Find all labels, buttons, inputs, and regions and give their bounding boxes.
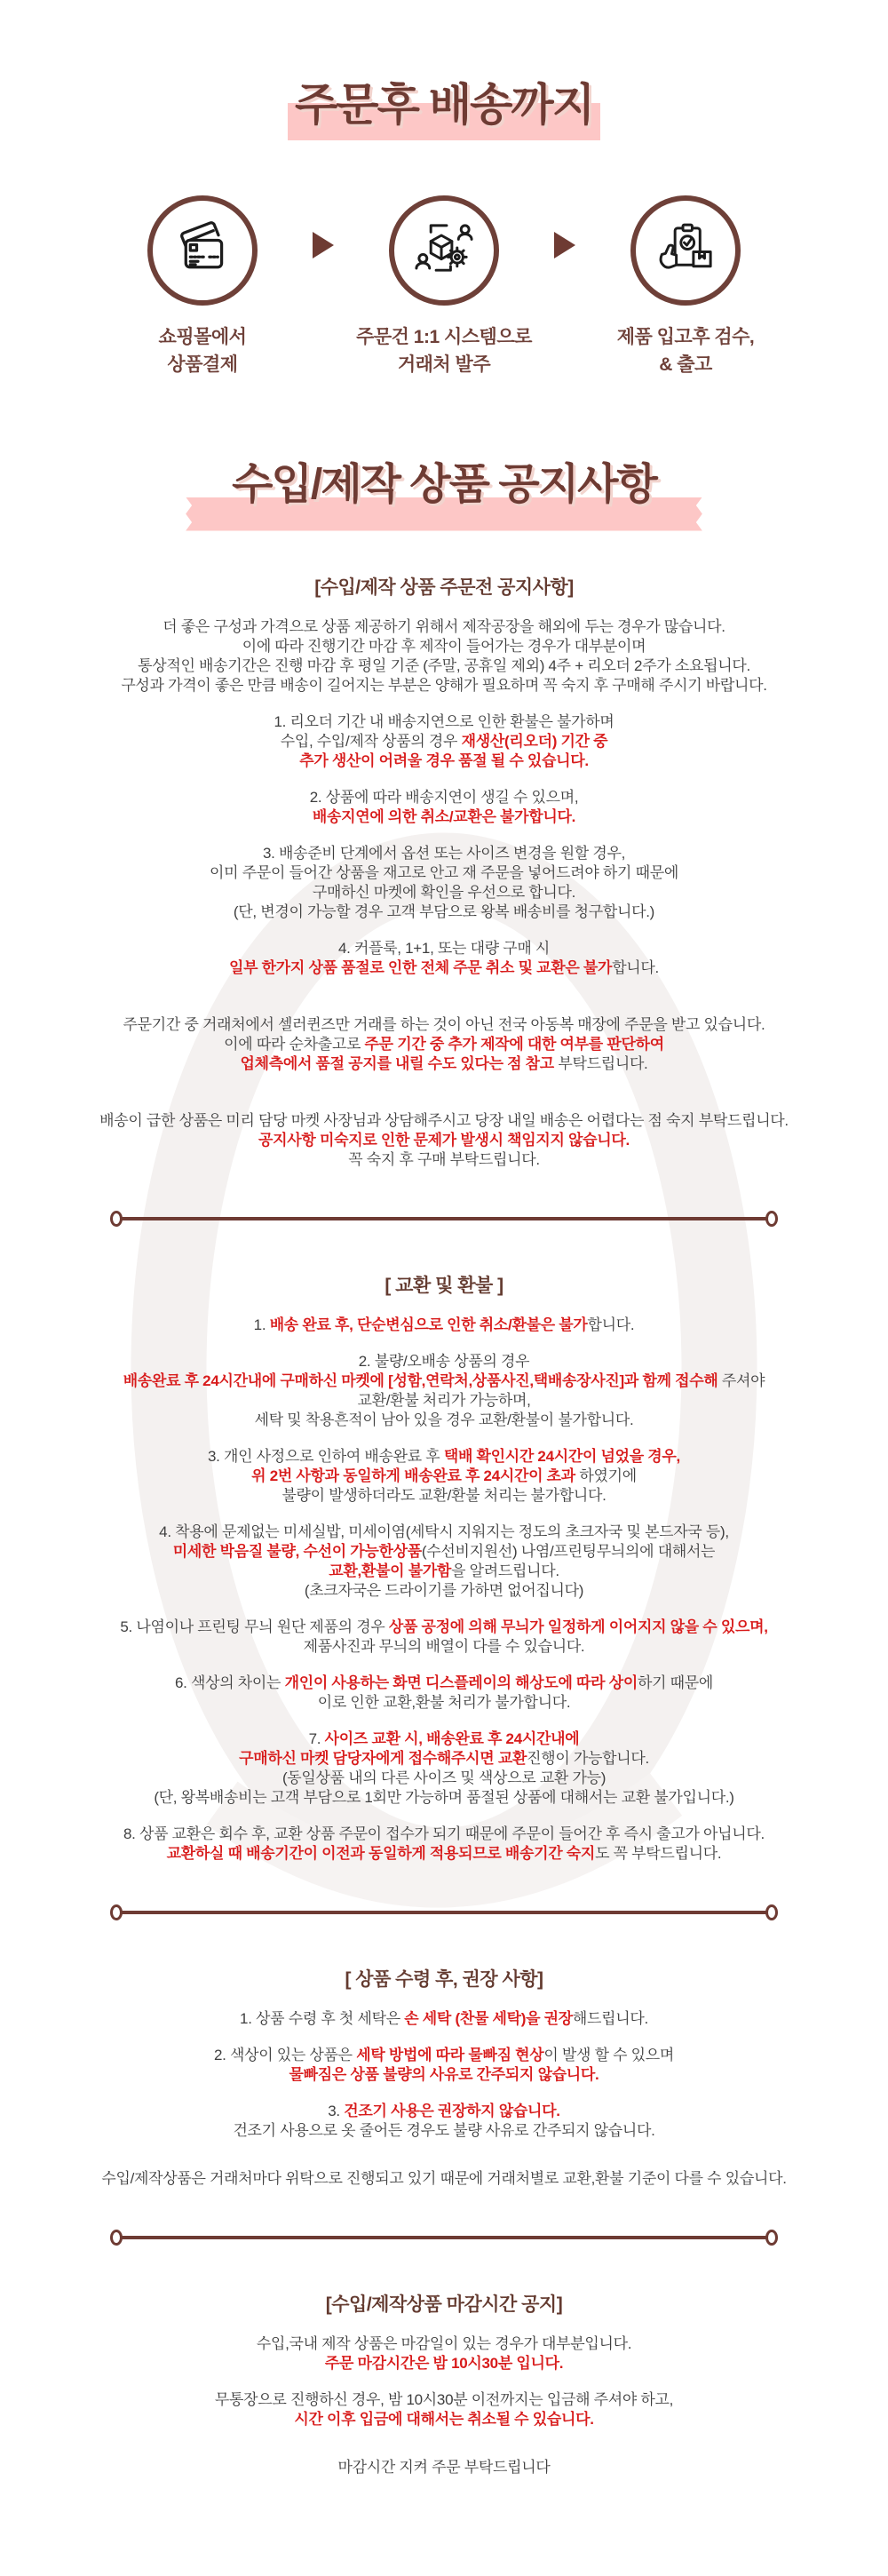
section-heading: [ 상품 수령 후, 권장 사항]	[345, 1968, 543, 1990]
notice-line	[0, 863, 888, 883]
notice-paragraph	[0, 788, 888, 827]
section-heading: [수입/제작상품 마감시간 공지]	[325, 2294, 563, 2315]
text-segment: 4. 커플룩, 1+1, 또는 대량 구매 시	[337, 939, 551, 957]
notice-paragraph	[0, 939, 888, 978]
divider-rule	[122, 1911, 766, 1914]
notice-line	[0, 1150, 888, 1170]
text-segment: 물빠짐은 상품 불량의 사유로 간주되지 않습니다.	[289, 2065, 599, 2083]
text-segment: 합니다.	[587, 1316, 635, 1333]
text-segment: 하기 때문에	[637, 1674, 713, 1691]
notice-line	[0, 1825, 888, 1844]
notice-line	[0, 883, 888, 902]
notice-paragraph	[0, 1729, 888, 1808]
delivery-title-block	[0, 80, 888, 131]
text-segment: 배송 완료 후, 단순변심으로 인한 취소/환불은 불가	[269, 1316, 588, 1333]
text-segment: 재생산(리오더) 기간 중	[461, 732, 608, 750]
notice-line	[0, 1391, 888, 1411]
divider-ring-icon	[765, 2230, 778, 2246]
payment-step-caption	[98, 323, 307, 378]
caption-line: 제품 입고후 검수,	[616, 326, 755, 347]
notice-line	[0, 1562, 888, 1581]
text-segment: 이미 주문이 들어간 상품을 재고로 안고 재 주문을 넣어드려야 하기 때문에	[210, 863, 678, 881]
caption-line: 주문건 1:1 시스템으로	[356, 326, 532, 347]
text-segment: 구매하신 마켓 담당자에게 접수해주시면 교환	[239, 1749, 527, 1767]
process-step-inspection	[581, 195, 790, 378]
divider-ring-icon	[765, 1211, 778, 1227]
notice-line	[0, 1447, 888, 1467]
credit-card-icon	[170, 219, 234, 282]
notice-paragraph	[0, 2009, 888, 2029]
text-segment: 배송지연에 의한 취소/교환은 불가합니다.	[312, 807, 576, 825]
text-segment: 해드립니다.	[572, 2009, 648, 2027]
notice-line	[0, 1371, 888, 1391]
text-segment: 부탁드립니다.	[553, 1054, 648, 1072]
notice-line	[0, 1542, 888, 1562]
notice-paragraph	[0, 712, 888, 771]
notice-line	[0, 676, 888, 696]
notice-line	[0, 1316, 888, 1335]
text-segment: 더 좋은 구성과 가격으로 상품 제공하기 위해서 제작공장을 해외에 두는 경우가 많습니다.	[163, 617, 725, 635]
notice-paragraph	[0, 844, 888, 922]
text-segment: 세탁 및 착용흔적이 남아 있을 경우 교환/환불이 불가합니다.	[254, 1411, 634, 1428]
notice-line	[0, 732, 888, 751]
section-heading: [ 교환 및 환불 ]	[385, 1275, 503, 1296]
divider-ring-icon	[110, 2230, 123, 2246]
text-segment: 미세한 박음질 불량, 수선이 가능한상품	[172, 1542, 422, 1560]
notice-paragraph	[0, 2169, 888, 2189]
text-segment: 8. 상품 교환은 회수 후, 교환 상품 주문이 접수가 되기 때문에 주문이 들어간 후 즉시 출고가 아닙니다.	[123, 1825, 765, 1842]
notice-line	[0, 1523, 888, 1542]
notice-line	[0, 2046, 888, 2065]
notice-line	[0, 1131, 888, 1150]
section-divider	[110, 1211, 778, 1227]
notice-line	[0, 2458, 888, 2477]
notice-line	[0, 1411, 888, 1430]
notice-line	[0, 2102, 888, 2121]
notice-line	[0, 2065, 888, 2085]
notice-title-text: 수입/제작 상품 공지사항	[232, 460, 656, 508]
notice-sections	[0, 578, 888, 2477]
text-segment: 제품사진과 무늬의 배열이 다를 수 있습니다.	[303, 1637, 585, 1655]
notice-line	[0, 2169, 888, 2189]
order-system-step-circle	[389, 195, 499, 306]
divider-rule	[122, 2236, 766, 2239]
text-segment: 교환하실 때 배송기간이 이전과 동일하게 적용되므로 배송기간 숙지	[166, 1844, 596, 1862]
page-title	[295, 80, 593, 131]
text-segment: 수입, 수입/제작 상품의 경우	[280, 732, 462, 750]
notice-line	[0, 1618, 888, 1637]
text-segment: (초크자국은 드라이기를 가하면 없어집니다)	[304, 1581, 584, 1599]
text-segment: 구성과 가격이 좋은 만큼 배송이 길어지는 부분은 양해가 필요하며 꼭 숙지 후 구매해 주시기 바랍니다.	[121, 676, 767, 694]
text-segment: 교환,환불이 불가함	[329, 1562, 452, 1579]
notice-line	[0, 1749, 888, 1769]
notice-line	[0, 2390, 888, 2410]
text-segment: 택배 확인시간 24시간이 넘었을 경우,	[443, 1447, 680, 1465]
inspection-step-caption	[581, 323, 790, 378]
notice-paragraph	[0, 2458, 888, 2477]
caption-line: 상품결제	[167, 354, 238, 375]
divider-ring-icon	[765, 1904, 778, 1920]
text-segment: 합니다.	[612, 958, 659, 976]
notice-line	[0, 1674, 888, 1693]
text-segment: 사이즈 교환 시, 배송완료 후 24시간내에	[324, 1729, 580, 1747]
notice-line	[0, 1467, 888, 1486]
notice-paragraph	[0, 1316, 888, 1335]
text-segment: 2. 불량/오배송 상품의 경우	[358, 1352, 530, 1370]
order-process-steps	[0, 195, 888, 378]
text-segment: 상품 공정에 의해 무늬가 일정하게 이어지지 않을 수 있으며,	[388, 1618, 768, 1635]
text-segment: 주문 마감시간은 밤 10시30분 입니다.	[324, 2354, 564, 2372]
text-segment: 수입,국내 제작 상품은 마감일이 있는 경우가 대부분입니다.	[256, 2334, 632, 2352]
notice-paragraph	[0, 1825, 888, 1864]
text-segment: 6. 색상의 차이는	[175, 1674, 285, 1691]
text-segment: 1.	[253, 1316, 270, 1333]
text-segment: 건조기 사용으로 옷 줄어든 경우도 불량 사유로 간주되지 않습니다.	[233, 2121, 655, 2139]
text-segment: 하였기에	[575, 1467, 637, 1484]
order-system-step-caption	[339, 323, 549, 378]
notice-line	[0, 1581, 888, 1601]
notice-line	[0, 2334, 888, 2354]
notice-line	[0, 1729, 888, 1749]
text-segment: 수입/제작상품은 거래처마다 위탁으로 진행되고 있기 때문에 거래처별로 교환,환불 기준이 다를 수 있습니다.	[101, 2169, 787, 2187]
notice-title-block	[0, 460, 888, 509]
caption-line: 거래처 발주	[397, 354, 491, 375]
order-system-icon	[411, 218, 477, 283]
text-segment: 건조기 사용은 권장하지 않습니다.	[344, 2102, 560, 2119]
notice-line	[0, 2410, 888, 2429]
text-segment: 3. 개인 사정으로 인하여 배송완료 후	[208, 1447, 444, 1465]
text-segment: 꼭 숙지 후 구매 부탁드립니다.	[348, 1150, 540, 1168]
notice-line	[0, 2354, 888, 2373]
notice-paragraph	[0, 1111, 888, 1170]
divider-rule	[122, 1217, 766, 1220]
text-segment: 이 발생 할 수 있으며	[543, 2046, 675, 2063]
notice-line	[0, 1015, 888, 1035]
notice-line	[0, 1693, 888, 1713]
text-segment: 무통장으로 진행하신 경우, 밤 10시30분 이전까지는 입금해 주셔야 하고,	[214, 2390, 674, 2408]
text-segment: 주셔야	[718, 1371, 765, 1389]
page-title-text: 주문후 배송까지	[295, 80, 593, 130]
notice-line	[0, 656, 888, 676]
notice-title	[232, 460, 656, 509]
notice-line	[0, 788, 888, 807]
divider-ring-icon	[110, 1211, 123, 1227]
notice-line	[0, 1788, 888, 1808]
text-segment: (단, 왕복배송비는 고객 부담으로 1회만 가능하며 품절된 상품에 대해서는 교환 불가입니다.)	[154, 1788, 734, 1806]
text-segment: 업체측에서 품절 공지를 내릴 수도 있다는 점 참고	[240, 1054, 554, 1072]
process-step-order-system	[339, 195, 549, 378]
notice-line	[0, 1054, 888, 1074]
notice-paragraph	[0, 2334, 888, 2373]
text-segment: 공지사항 미숙지로 인한 문제가 발생시 책임지지 않습니다.	[258, 1131, 630, 1149]
text-segment: 이에 따라 순차출고로	[224, 1035, 365, 1053]
inspection-icon	[653, 218, 718, 283]
text-segment: 1. 상품 수령 후 첫 세탁은	[240, 2009, 405, 2027]
notice-line	[0, 1844, 888, 1864]
text-segment: 추가 생산이 어려울 경우 품절 될 수 있습니다.	[299, 751, 589, 769]
text-segment: 3.	[328, 2102, 345, 2119]
text-segment: 진행이 가능합니다.	[527, 1749, 649, 1767]
notice-paragraph	[0, 2390, 888, 2429]
text-segment: 개인이 사용하는 화면 디스플레이의 해상도에 따라 상이	[284, 1674, 638, 1691]
notice-line	[0, 1035, 888, 1054]
text-segment: (동일상품 내의 다른 사이즈 및 색상으로 교환 가능)	[281, 1769, 607, 1786]
payment-step-circle	[147, 195, 258, 306]
text-segment: 일부 한가지 상품 품절로 인한 전체 주문 취소 및 교환은 불가	[229, 958, 613, 976]
notice-paragraph	[0, 617, 888, 696]
notice-paragraph	[0, 1352, 888, 1430]
inspection-step-circle	[630, 195, 741, 306]
text-segment: 7.	[308, 1729, 325, 1747]
notice-line	[0, 617, 888, 637]
text-segment: 2. 색상이 있는 상품은	[213, 2046, 357, 2063]
right-arrow-icon	[313, 232, 334, 258]
notice-paragraph	[0, 2046, 888, 2085]
text-segment: 주문기간 중 거래처에서 셀러퀸즈만 거래를 하는 것이 아닌 전국 아동복 매장에 주문을 받고 있습니다.	[123, 1015, 765, 1033]
notice-paragraph	[0, 1674, 888, 1713]
text-segment: 이에 따라 진행기간 마감 후 제작이 들어가는 경우가 대부분이며	[242, 637, 646, 655]
section-divider	[110, 1904, 778, 1920]
section-divider	[110, 2230, 778, 2246]
text-segment: 세탁 방법에 따라 물빠짐 현상	[356, 2046, 544, 2063]
notice-line	[0, 712, 888, 732]
notice-line	[0, 844, 888, 863]
text-segment: 1. 리오더 기간 내 배송지연으로 인한 환불은 불가하며	[274, 712, 614, 730]
text-segment: 을 알려드립니다.	[451, 1562, 559, 1579]
notice-line	[0, 637, 888, 656]
process-step-payment	[98, 195, 307, 378]
notice-paragraph	[0, 1618, 888, 1657]
notice-line	[0, 1111, 888, 1131]
notice-paragraph	[0, 1015, 888, 1074]
right-arrow-icon	[554, 232, 575, 258]
notice-line	[0, 2121, 888, 2141]
text-segment: 불량이 발생하더라도 교환/환불 처리는 불가합니다.	[281, 1486, 607, 1504]
notice-paragraph	[0, 2102, 888, 2141]
notice-line	[0, 751, 888, 771]
text-segment: 주문 기간 중 추가 제작에 대한 여부를 판단하여	[364, 1035, 664, 1053]
text-segment: 손 세탁 (찬물 세탁)을 권장	[404, 2009, 573, 2027]
text-segment: 마감시간 지켜 주문 부탁드립니다	[337, 2458, 551, 2476]
text-segment: 이로 인한 교환,환불 처리가 불가합니다.	[317, 1693, 571, 1711]
caption-line: 쇼핑몰에서	[158, 326, 247, 347]
text-segment: 통상적인 배송기간은 진행 마감 후 평일 기준 (주말, 공휴일 제외) 4주 + 리오더 2주가 소요됩니다.	[138, 656, 750, 674]
caption-line: & 출고	[659, 354, 712, 375]
text-segment: 배송이 급한 상품은 미리 담당 마켓 사장님과 상담해주시고 당장 내일 배송은 어렵다는 점 숙지 부탁드립니다.	[99, 1111, 789, 1129]
notice-line	[0, 939, 888, 958]
text-segment: 2. 상품에 따라 배송지연이 생길 수 있으며,	[309, 788, 579, 806]
text-segment: 5. 나염이나 프린팅 무늬 원단 제품의 경우	[120, 1618, 389, 1635]
text-segment: (수선비지원선) 나염/프린팅무늬의에 대해서는	[421, 1542, 716, 1560]
text-segment: 도 꼭 부탁드립니다.	[595, 1844, 722, 1862]
text-segment: 3. 배송준비 단계에서 옵션 또는 사이즈 변경을 원할 경우,	[262, 844, 626, 862]
text-segment: 시간 이후 입금에 대해서는 취소될 수 있습니다.	[294, 2410, 594, 2428]
text-segment: 교환/환불 처리가 가능하며,	[357, 1391, 531, 1409]
notice-line	[0, 2009, 888, 2029]
text-segment: 배송완료 후 24시간내에 구매하신 마켓에 [성함,연락처,상품사진,택배송장사진]과 함께 접수해	[123, 1371, 718, 1389]
notice-line	[0, 1637, 888, 1657]
notice-line	[0, 902, 888, 922]
divider-ring-icon	[110, 1904, 123, 1920]
notice-line	[0, 807, 888, 827]
text-segment: (단, 변경이 가능할 경우 고객 부담으로 왕복 배송비를 청구합니다.)	[233, 902, 655, 920]
notice-line	[0, 1486, 888, 1506]
notice-line	[0, 1769, 888, 1788]
text-segment: 위 2번 사항과 동일하게 배송완료 후 24시간이 초과	[251, 1467, 575, 1484]
notice-paragraph	[0, 1447, 888, 1506]
notice-paragraph	[0, 1523, 888, 1601]
section-heading: [수입/제작 상품 주문전 공지사항]	[314, 576, 574, 598]
text-segment: 4. 착용에 문제없는 미세실밥, 미세이염(세탁시 지워지는 정도의 초크자국 및 본드자국 등),	[159, 1523, 729, 1540]
notice-line	[0, 1352, 888, 1371]
text-segment: 구매하신 마켓에 확인을 우선으로 합니다.	[312, 883, 576, 901]
notice-line	[0, 958, 888, 978]
